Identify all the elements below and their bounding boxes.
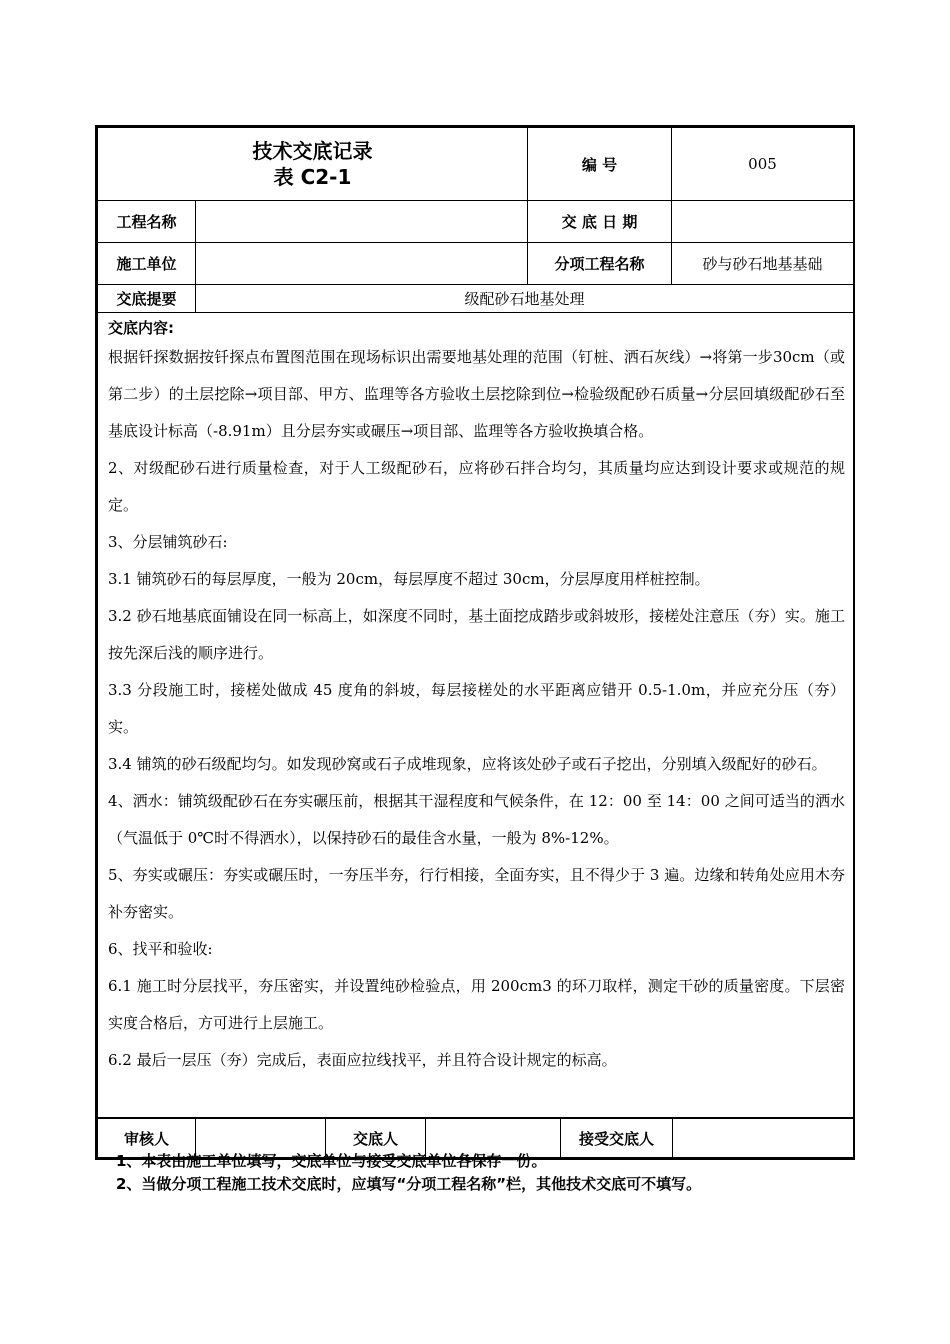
construction-unit-label: 施工单位	[98, 243, 196, 285]
form-title	[98, 128, 528, 201]
form-title-main: 技术交底记录	[252, 139, 373, 163]
project-name-label: 工程名称	[98, 201, 196, 243]
receiver-label: 接受交底人	[561, 1119, 673, 1158]
technical-disclosure-form	[95, 125, 855, 1160]
content-paragraph: 2、对级配砂石进行质量检查，对于人工级配砂石，应将砂石拌合均匀，其质量均应达到设计要求或规范的规定。	[108, 459, 845, 514]
subproject-name-field[interactable]: 砂与砂石地基基础	[672, 243, 854, 285]
disclosure-date-field[interactable]	[672, 201, 854, 243]
content-paragraph: 3.2 砂石地基底面铺设在同一标高上，如深度不同时，基土面挖成踏步或斜坡形，接槎处注意压（夯）实。施工按先深后浅的顺序进行。	[108, 607, 845, 662]
summary-label: 交底提要	[98, 285, 196, 313]
disclosure-content	[98, 313, 854, 1118]
note-item: 1、本表由施工单位填写，交底单位与接受交底单位各保存一份。	[116, 1152, 547, 1170]
summary-field[interactable]: 级配砂石地基处理	[196, 285, 854, 313]
construction-unit-field[interactable]	[196, 243, 528, 285]
number-value[interactable]: 005	[672, 128, 854, 201]
reviewer-label: 审核人	[98, 1119, 196, 1158]
content-paragraph: 5、夯实或碾压：夯实或碾压时，一夯压半夯，行行相接，全面夯实，且不得少于 3 遍。边缘和转角处应用木夯补夯密实。	[108, 866, 845, 921]
form-header-table	[97, 127, 854, 1118]
subproject-name-label: 分项工程名称	[528, 243, 672, 285]
content-paragraph: 根据钎探数据按钎探点布置图范围在现场标识出需要地基处理的范围（钉桩、洒石灰线）→将第一步30cm（或第二步）的土层挖除→项目部、甲方、监理等各方验收土层挖除到位→检验级配砂石质量→分层回填级配砂石至基底设计标高（-8.91m）且分层夯实或碾压→项目部、监理等各方验收换填合格。	[108, 348, 845, 440]
note-item: 2、当做分项工程施工技术交底时，应填写“分项工程名称”栏，其他技术交底可不填写。	[116, 1175, 702, 1193]
content-heading: 交底内容:	[108, 319, 174, 337]
content-paragraph: 3.3 分段施工时，接槎处做成 45 度角的斜坡，每层接槎处的水平距离应错开 0.5-1.0m，并应充分压（夯）实。	[108, 681, 845, 736]
content-paragraph: 6.1 施工时分层找平，夯压密实，并设置纯砂检验点，用 200cm3 的环刀取样，测定干砂的质量密度。下层密实度合格后，方可进行上层施工。	[108, 977, 845, 1032]
content-paragraph: 3.4 铺筑的砂石级配均匀。如发现砂窝或石子成堆现象，应将该处砂子或石子挖出，分别填入级配好的砂石。	[108, 755, 827, 773]
project-name-field[interactable]	[196, 201, 528, 243]
form-notes	[116, 1150, 856, 1196]
content-paragraph: 3.1 铺筑砂石的每层厚度，一般为 20cm，每层厚度不超过 30cm，分层厚度用样桩控制。	[108, 570, 710, 588]
content-paragraph: 6.2 最后一层压（夯）完成后，表面应拉线找平，并且符合设计规定的标高。	[108, 1051, 617, 1069]
disclosure-date-label: 交 底 日 期	[528, 201, 672, 243]
number-label: 编 号	[528, 128, 672, 201]
form-code: 表 C2-1	[273, 165, 352, 189]
content-paragraph: 4、洒水：铺筑级配砂石在夯实碾压前，根据其干湿程度和气候条件，在 12：00 至 14：00 之间可适当的洒水（气温低于 0℃时不得洒水），以保持砂石的最佳含水量，一般为 8%-12%。	[108, 792, 845, 847]
presenter-label: 交底人	[326, 1119, 426, 1158]
content-paragraph: 3、分层铺筑砂石:	[108, 533, 228, 551]
content-paragraph: 6、找平和验收:	[108, 940, 213, 958]
